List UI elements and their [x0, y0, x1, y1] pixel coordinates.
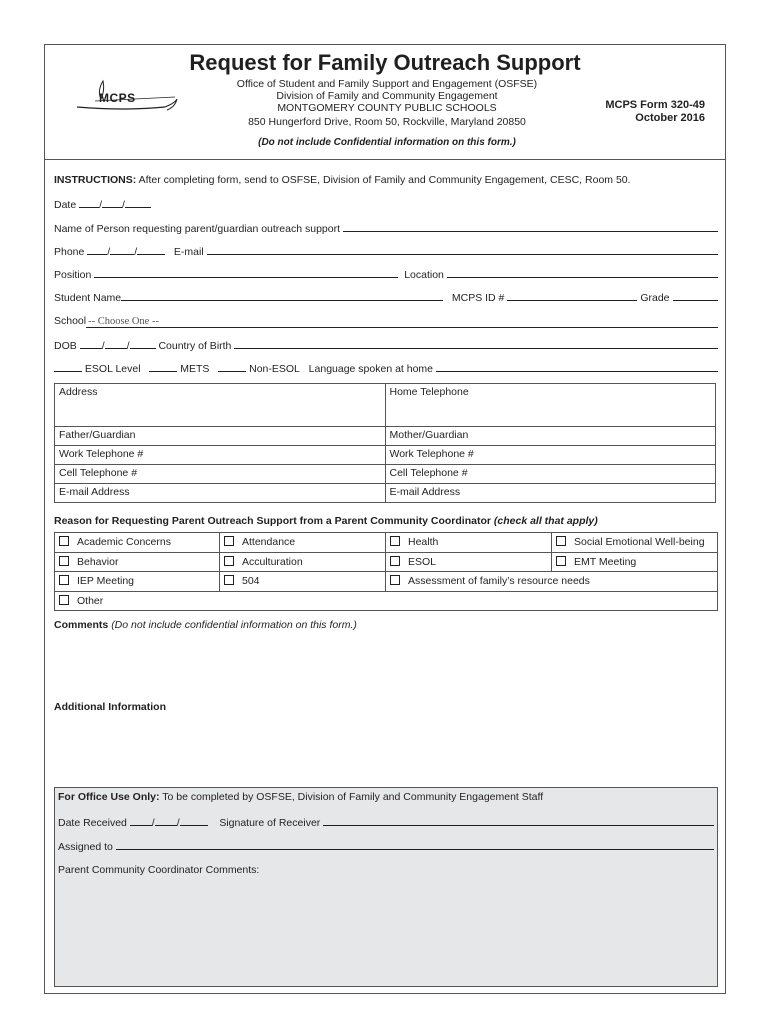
- checkbox[interactable]: [390, 556, 400, 566]
- comments-heading: [54, 619, 357, 631]
- checkbox[interactable]: [390, 536, 400, 546]
- reason-label: Attendance: [242, 536, 296, 549]
- contact-table: [54, 383, 716, 503]
- reason-label: Social Emotional Well-being: [574, 536, 705, 549]
- mcps-id-field[interactable]: [507, 291, 637, 301]
- father-cell-telephone-cell[interactable]: Cell Telephone #: [55, 465, 386, 484]
- date-year-field[interactable]: [125, 198, 151, 208]
- mother-email-cell[interactable]: E-mail Address: [385, 484, 716, 503]
- checkbox[interactable]: [224, 575, 234, 585]
- form-number: MCPS Form 320-49: [605, 99, 705, 111]
- reason-label: 504: [242, 575, 260, 588]
- date-received-row: Date Received / / Signature of Receiver: [58, 816, 714, 829]
- non-esol-field[interactable]: [218, 362, 246, 372]
- reason-health[interactable]: [386, 533, 552, 553]
- checkbox[interactable]: [556, 536, 566, 546]
- dob-label: DOB: [54, 340, 77, 352]
- mets-field[interactable]: [149, 362, 177, 372]
- reasons-hint: (check all that apply): [493, 515, 598, 527]
- school-select[interactable]: -- Choose One --: [86, 316, 718, 328]
- instructions-label: INSTRUCTIONS:: [54, 174, 137, 186]
- office-use-text: To be completed by OSFSE, Division of Family and Community Engagement Staff: [162, 791, 544, 803]
- mother-work-telephone-cell[interactable]: Work Telephone #: [385, 446, 716, 465]
- pcc-comments-label: Parent Community Coordinator Comments:: [58, 864, 260, 876]
- reason-label: EMT Meeting: [574, 555, 637, 568]
- location-label: Location: [404, 269, 444, 281]
- reason-label: Behavior: [77, 555, 119, 568]
- reason-label: Academic Concerns: [77, 536, 171, 549]
- reasons-title: Reason for Requesting Parent Outreach Support from a Parent Community Coordinator: [54, 515, 491, 527]
- location-field[interactable]: [447, 268, 718, 278]
- date-row: Date / /: [54, 198, 718, 211]
- confidential-note: (Do not include Confidential information on this form.): [258, 137, 516, 148]
- date-day-field[interactable]: [102, 198, 122, 208]
- esol-row: [54, 362, 718, 375]
- reason-attendance[interactable]: [220, 533, 386, 553]
- reason-iep[interactable]: [55, 572, 220, 592]
- position-field[interactable]: [94, 268, 398, 278]
- esol-level-label: ESOL Level: [84, 363, 141, 375]
- phone-prefix-field[interactable]: [110, 245, 134, 255]
- dob-year-field[interactable]: [130, 339, 156, 349]
- checkbox[interactable]: [59, 575, 69, 585]
- received-year-field[interactable]: [180, 816, 208, 826]
- requester-row: [54, 222, 718, 235]
- instructions: [54, 174, 718, 186]
- phone-row: Phone / / E-mail: [54, 245, 718, 258]
- mcps-id-label: MCPS ID #: [451, 292, 505, 304]
- logo-text: MCPS: [99, 91, 136, 105]
- form-date: October 2016: [635, 112, 705, 124]
- phone-area-field[interactable]: [87, 245, 107, 255]
- student-name-field[interactable]: [121, 291, 443, 301]
- office-line: Office of Student and Family Support and Engagement (OSFSE): [236, 78, 538, 90]
- assigned-to-label: Assigned to: [58, 841, 113, 853]
- school-row: [54, 315, 718, 328]
- dob-row: DOB / / Country of Birth: [54, 339, 718, 352]
- checkbox[interactable]: [224, 556, 234, 566]
- reason-label: ESOL: [408, 555, 437, 568]
- grade-label: Grade: [640, 292, 670, 304]
- checkbox[interactable]: [59, 536, 69, 546]
- signature-label: Signature of Receiver: [219, 817, 321, 829]
- email-label: E-mail: [173, 246, 204, 258]
- form-title: Request for Family Outreach Support: [189, 50, 581, 75]
- checkbox[interactable]: [224, 536, 234, 546]
- received-day-field[interactable]: [155, 816, 177, 826]
- reason-label: IEP Meeting: [77, 575, 135, 588]
- date-label: Date: [54, 199, 77, 211]
- non-esol-label: Non-ESOL: [249, 363, 300, 375]
- assigned-row: [58, 840, 714, 853]
- checkbox[interactable]: [556, 556, 566, 566]
- form-number-block: [605, 99, 705, 125]
- comments-hint: (Do not include confidential information on this form.): [111, 619, 357, 631]
- home-telephone-cell[interactable]: Home Telephone: [385, 384, 716, 427]
- grade-field[interactable]: [673, 291, 718, 301]
- country-label: Country of Birth: [158, 340, 232, 352]
- checkbox[interactable]: [59, 595, 69, 605]
- father-guardian-cell[interactable]: Father/Guardian: [55, 427, 386, 446]
- office-use-heading: [58, 791, 714, 803]
- office-use-box: [54, 787, 718, 987]
- reason-emt[interactable]: [552, 552, 718, 572]
- reason-esol[interactable]: [386, 552, 552, 572]
- mother-cell-telephone-cell[interactable]: Cell Telephone #: [385, 465, 716, 484]
- assigned-to-field[interactable]: [116, 840, 714, 850]
- signature-field[interactable]: [323, 816, 714, 826]
- reason-label: Acculturation: [242, 555, 303, 568]
- address-cell[interactable]: Address: [55, 384, 386, 427]
- reason-label: Assessment of family’s resource needs: [408, 575, 590, 588]
- country-field[interactable]: [234, 339, 718, 349]
- additional-info-label: Additional Information: [54, 701, 166, 713]
- reason-504[interactable]: [220, 572, 386, 592]
- reason-acculturation[interactable]: [220, 552, 386, 572]
- dob-month-field[interactable]: [80, 339, 102, 349]
- date-received-label: Date Received: [58, 817, 127, 829]
- student-name-label: Student Name: [54, 292, 122, 304]
- phone-label: Phone: [54, 246, 85, 258]
- reason-label: Other: [77, 594, 104, 607]
- office-use-label: For Office Use Only:: [58, 791, 160, 803]
- schools-line: MONTGOMERY COUNTY PUBLIC SCHOOLS: [277, 102, 497, 114]
- phone-line-field[interactable]: [137, 245, 165, 255]
- student-row: [54, 291, 718, 304]
- reasons-heading: [54, 515, 598, 527]
- received-month-field[interactable]: [130, 816, 152, 826]
- reason-social[interactable]: [552, 533, 718, 553]
- comments-label: Comments: [54, 619, 109, 631]
- reason-assessment[interactable]: [386, 572, 718, 592]
- dob-day-field[interactable]: [105, 339, 127, 349]
- reason-other[interactable]: [55, 591, 718, 611]
- esol-level-field[interactable]: [54, 362, 82, 372]
- school-label: School: [54, 315, 87, 327]
- instructions-text: After completing form, send to OSFSE, Division of Family and Community Engagement, CESC, Room 50.: [138, 174, 631, 186]
- reason-behavior[interactable]: [55, 552, 220, 572]
- language-field[interactable]: [436, 362, 718, 372]
- address-line: 850 Hungerford Drive, Room 50, Rockville, Maryland 20850: [248, 116, 526, 128]
- requester-field[interactable]: [343, 222, 718, 232]
- mother-guardian-cell[interactable]: Mother/Guardian: [385, 427, 716, 446]
- form-header: [45, 45, 725, 160]
- reason-academic[interactable]: [55, 533, 220, 553]
- language-label: Language spoken at home: [308, 363, 434, 375]
- email-field[interactable]: [207, 245, 718, 255]
- outreach-request-form: [44, 44, 726, 994]
- reason-label: Health: [408, 536, 439, 549]
- reasons-table: [54, 532, 718, 611]
- position-label: Position: [54, 269, 92, 281]
- checkbox[interactable]: [59, 556, 69, 566]
- father-work-telephone-cell[interactable]: Work Telephone #: [55, 446, 386, 465]
- requester-label: Name of Person requesting parent/guardian outreach support: [54, 223, 341, 235]
- mets-label: METS: [180, 363, 210, 375]
- position-row: [54, 268, 718, 281]
- father-email-cell[interactable]: E-mail Address: [55, 484, 386, 503]
- division-line: Division of Family and Community Engagement: [276, 90, 498, 102]
- checkbox[interactable]: [390, 575, 400, 585]
- date-month-field[interactable]: [79, 198, 99, 208]
